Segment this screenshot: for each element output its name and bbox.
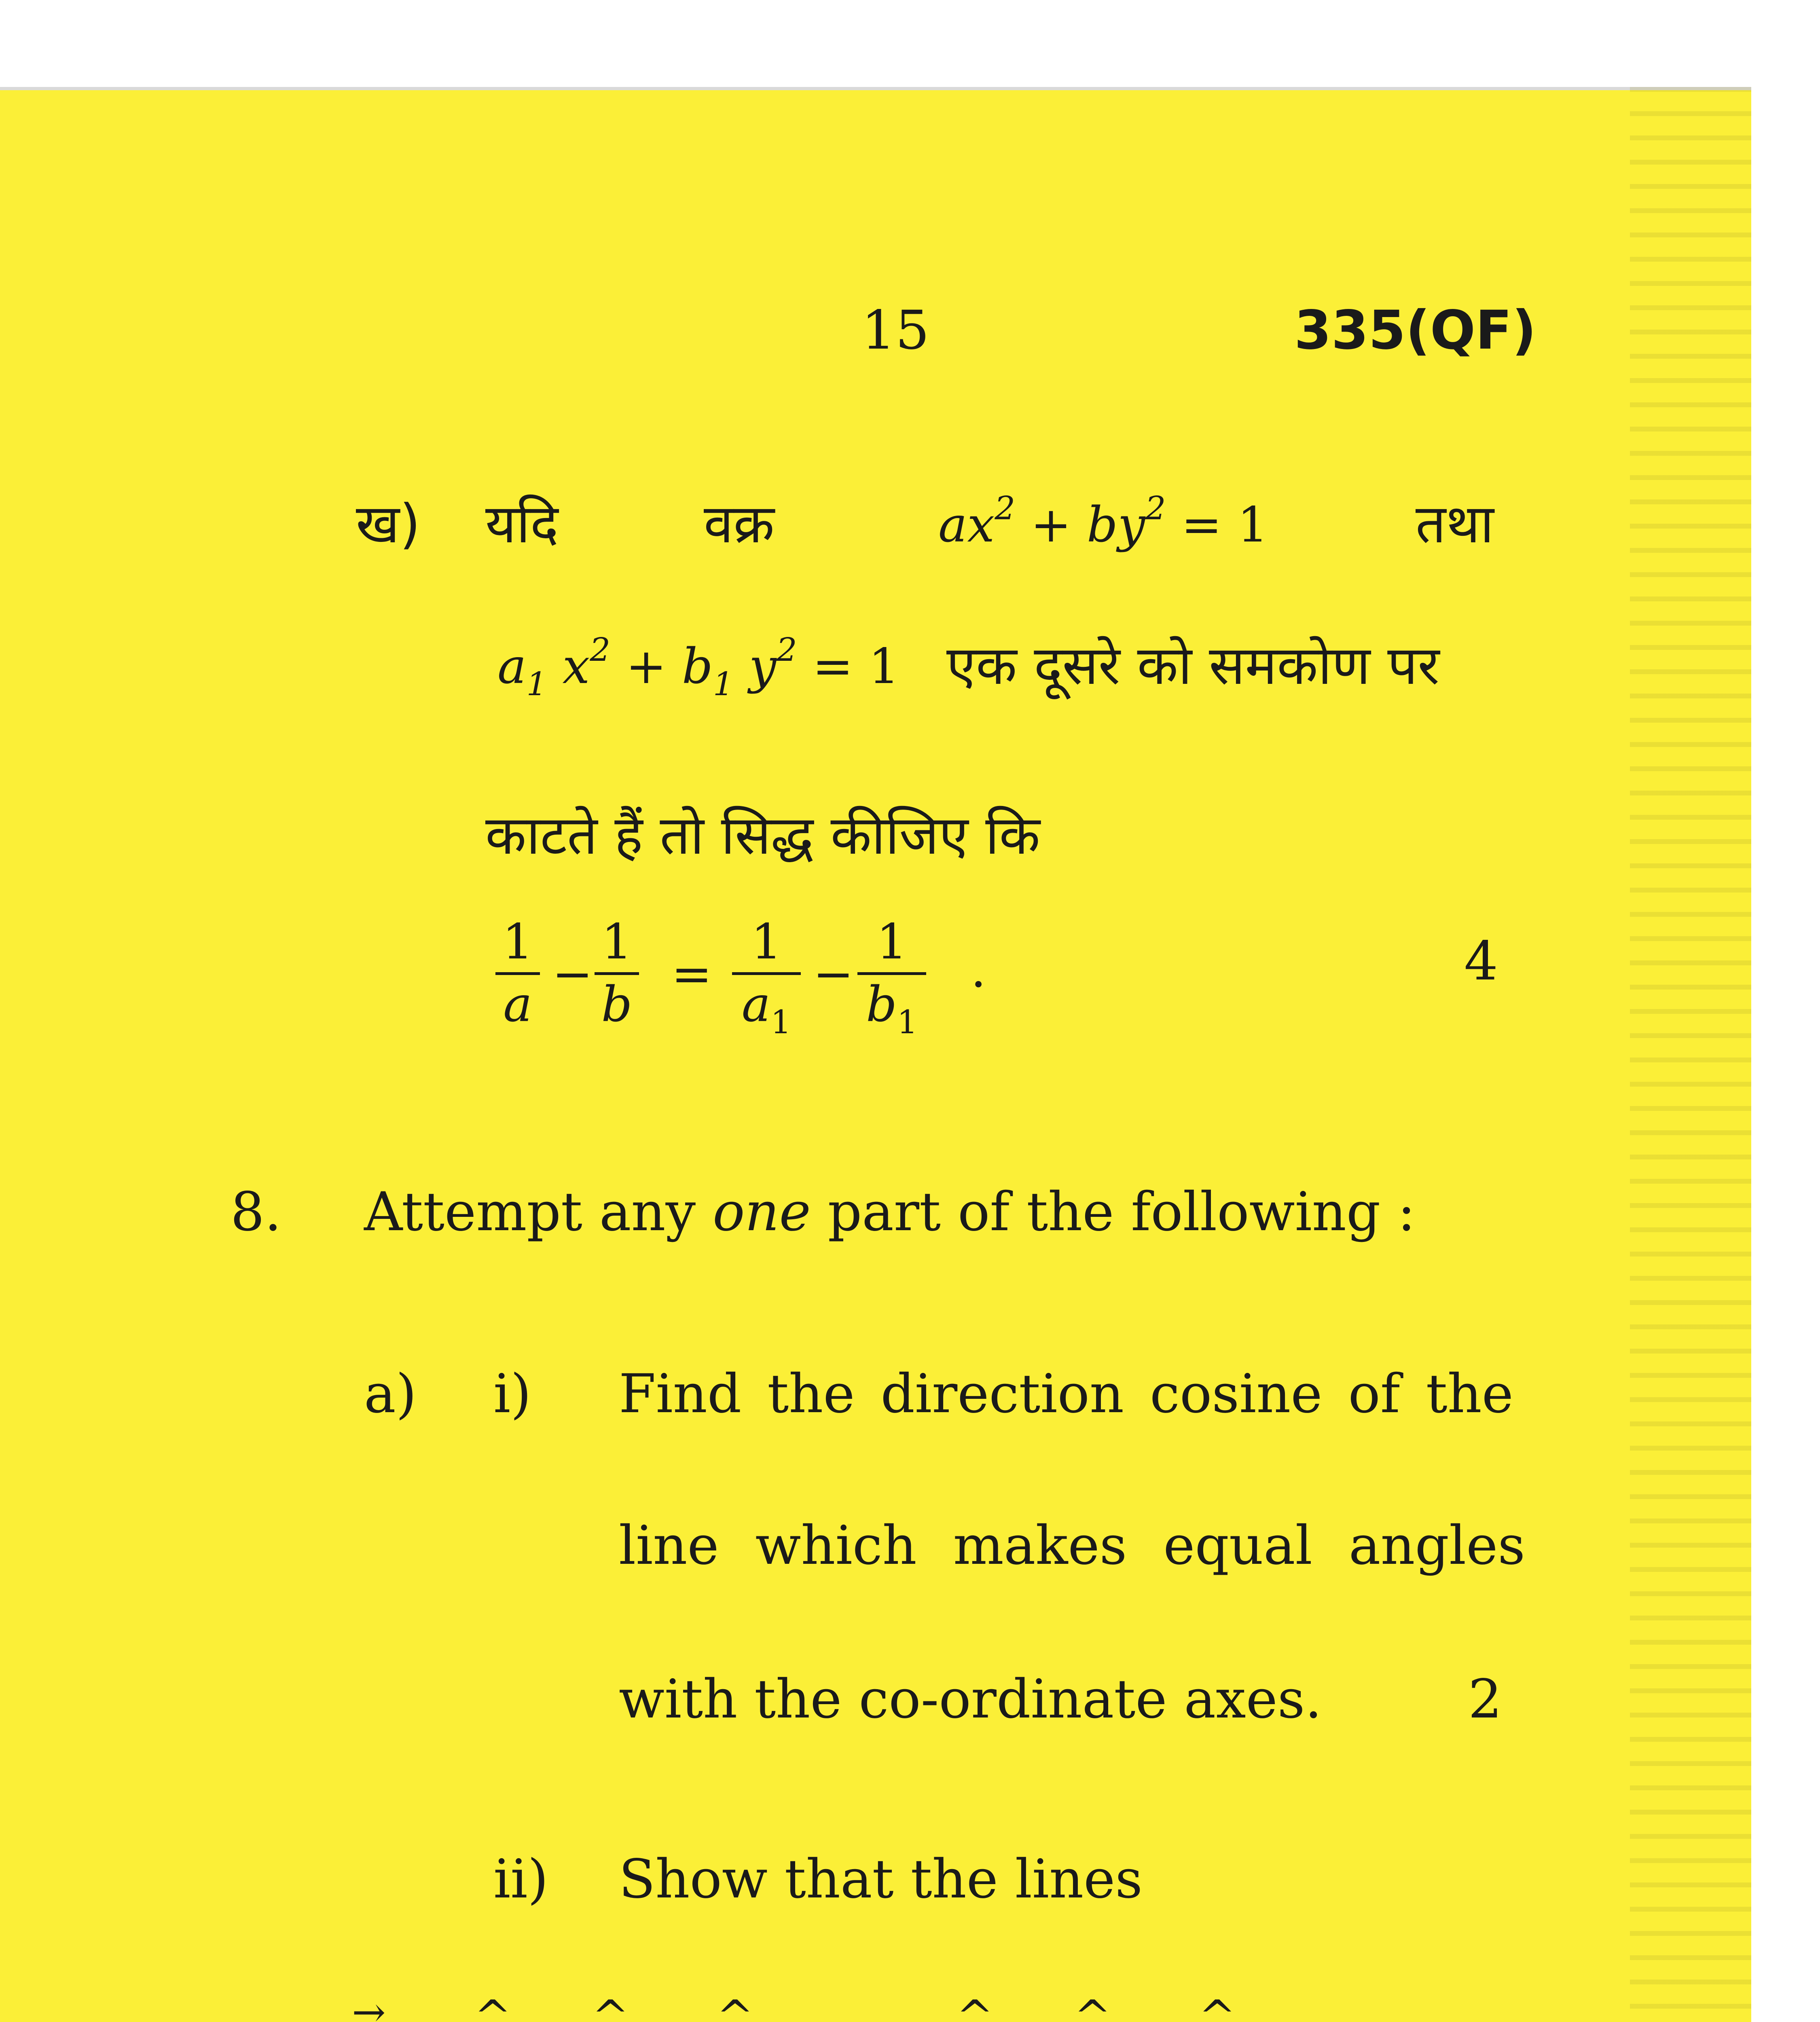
q8-intro-emphasis: one	[713, 1181, 811, 1243]
equals-sign: =	[671, 946, 712, 1003]
q8-i-marks: 2	[1468, 1668, 1502, 1730]
paper-edge-texture	[1630, 87, 1751, 2022]
q7b-line2-text: एक दूसरे को समकोण पर	[946, 635, 1440, 697]
frac-den-a: a	[503, 977, 532, 1033]
q8-number: 8.	[231, 1181, 281, 1243]
frac-num: 1	[502, 914, 533, 970]
frac-num: 1	[601, 914, 633, 970]
subscript-1: 1	[897, 1003, 918, 1041]
period: .	[971, 942, 986, 998]
frac-1-over-a1	[732, 914, 801, 1041]
subscript-1: 1	[770, 1003, 791, 1041]
q8-ii-line1: Show that the lines	[619, 1848, 1143, 1910]
q8-intro-post: part of the following :	[811, 1181, 1416, 1243]
frac-den-b: b	[601, 977, 633, 1033]
page-number: 15	[861, 299, 929, 362]
q7b-word-curve: वक्र	[704, 493, 775, 555]
q7b-word-if: यदि	[485, 493, 559, 555]
q8-i-line2: line which makes equal angles	[619, 1514, 1526, 1577]
q7b-label: ख)	[356, 493, 421, 555]
frac-den-a1: a	[741, 977, 771, 1033]
q8-sub-ii-label: ii)	[493, 1848, 548, 1910]
q8-intro-pre: Attempt any	[364, 1181, 713, 1243]
frac-1-over-a	[495, 914, 540, 1033]
q8-intro	[364, 1181, 1416, 1243]
q7b-line3-text: काटते हैं तो सिद्ध कीजिए कि	[485, 804, 1040, 867]
frac-den-b1: b	[866, 977, 897, 1033]
q8-i-line3: with the co-ordinate axes.	[619, 1668, 1322, 1730]
q8-i-line1: Find the direction cosine of the	[619, 1363, 1513, 1425]
q7b-curve-2: $a_1$ $x^2 + b_1$ $y^2 = 1$	[497, 631, 899, 703]
frac-num: 1	[751, 914, 782, 970]
q8-part-a-label: a)	[364, 1363, 417, 1425]
frac-num: 1	[876, 914, 908, 970]
q7b-word-and: तथा	[1416, 493, 1494, 555]
q8-sub-i-label: i)	[493, 1363, 531, 1425]
minus-sign-2: −	[813, 946, 854, 1003]
exam-page	[0, 87, 1751, 2022]
q7b-marks: 4	[1464, 930, 1498, 992]
minus-sign: −	[552, 946, 593, 1003]
paper-code: 335(QF)	[1294, 299, 1536, 362]
q7b-curve-1: $ax^2 + by^2 = 1$	[938, 489, 1268, 553]
frac-1-over-b	[595, 914, 639, 1033]
frac-1-over-b1	[857, 914, 926, 1041]
